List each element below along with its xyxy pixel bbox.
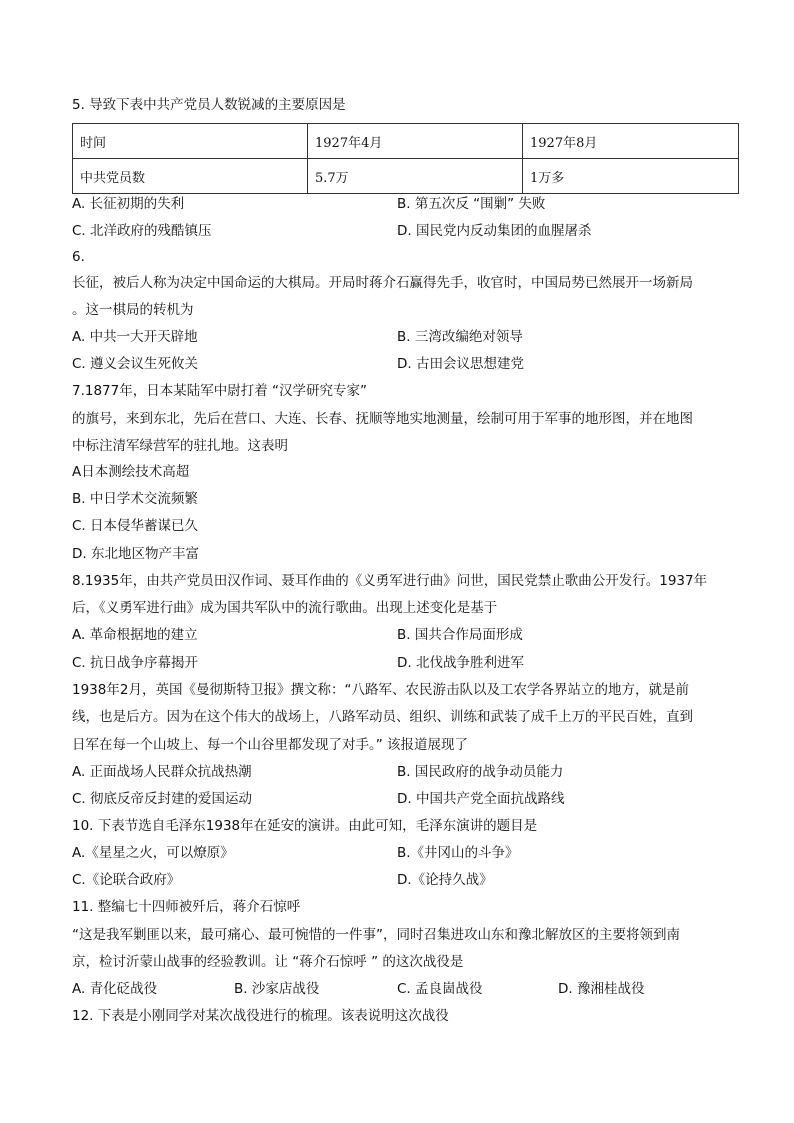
- q9-stem-line1: 1938年2月，英国《曼彻斯特卫报》撰文称：“八路军、农民游击队以及工农学各界站立的地方，就是前: [72, 682, 689, 698]
- table-cell: 时间: [73, 124, 308, 159]
- q7-option-c: C. 日本侵华蓄谋已久: [72, 518, 199, 534]
- q6-stem-line2: 。这一棋局的转机为: [72, 302, 194, 318]
- q11-option-a: A. 青化砭战役: [72, 981, 158, 997]
- table-cell: 1927年4月: [308, 124, 523, 159]
- table-cell: 1万多: [523, 159, 739, 194]
- q9-option-d: D. 中国共产党全面抗战路线: [397, 791, 565, 807]
- q8-option-c: C. 抗日战争序幕揭开: [72, 655, 199, 671]
- q8-stem-line2: 后，《义勇军进行曲》成为国共军队中的流行歌曲。出现上述变化是基于: [72, 600, 498, 616]
- q10-stem: 10. 下表节选自毛泽东1938年在延安的演讲。由此可知，毛泽东演讲的题目是: [72, 818, 538, 834]
- q7-option-b: B. 中日学术交流频繁: [72, 491, 198, 507]
- q9-option-a: A. 正面战场人民群众抗战热潮: [72, 764, 252, 780]
- q10-option-d: D.《论持久战》: [397, 872, 493, 888]
- q5-option-b: B. 第五次反 “围剿” 失败: [397, 196, 546, 212]
- q7-stem-line1: 7.1877年，日本某陆军中尉打着 “汉学研究专家”: [72, 383, 368, 399]
- q6-option-c: C. 遵义会议生死攸关: [72, 356, 199, 372]
- q8-stem-line1: 8.1935年，由共产党员田汉作词、聂耳作曲的《义勇军进行曲》问世，国民党禁止歌曲公开发行。1937年: [72, 573, 708, 589]
- q9-stem-line3: 日军在每一个山坡上、每一个山谷里都发现了对手。” 该报道展现了: [72, 737, 469, 753]
- q6-option-a: A. 中共一大开天辟地: [72, 329, 198, 345]
- q9-stem-line2: 线，也是后方。因为在这个伟大的战场上，八路军动员、组织、训练和武装了成千上万的平民百姓，直到: [72, 709, 693, 725]
- q9-option-b: B. 国民政府的战争动员能力: [397, 764, 564, 780]
- table-row: [73, 124, 739, 159]
- q11-stem-line1: 11. 整编七十四师被歼后，蒋介石惊呼: [72, 899, 301, 915]
- q5-stem: 5. 导致下表中共产党员人数锐减的主要原因是: [72, 97, 346, 113]
- table-cell: 5.7万: [308, 159, 523, 194]
- q7-option-d: D. 东北地区物产丰富: [72, 546, 199, 562]
- q6-option-b: B. 三湾改编绝对领导: [397, 329, 523, 345]
- q5-option-d: D. 国民党内反动集团的血腥屠杀: [397, 223, 592, 239]
- table-cell: 1927年8月: [523, 124, 739, 159]
- q8-option-d: D. 北伐战争胜利进军: [397, 655, 524, 671]
- q5-table: [72, 123, 739, 194]
- q9-option-c: C. 彻底反帝反封建的爱国运动: [72, 791, 253, 807]
- q11-option-b: B. 沙家店战役: [234, 981, 320, 997]
- q10-option-a: A.《星星之火，可以燎原》: [72, 845, 234, 861]
- q12-stem: 12. 下表是小刚同学对某次战役进行的梳理。该表说明这次战役: [72, 1008, 449, 1024]
- q6-stem-line1: 长征，被后人称为决定中国命运的大棋局。开局时蒋介石赢得先手，收官时，中国局势已然展开一场新局: [72, 275, 693, 291]
- q7-option-a: A日本测绘技术高超: [72, 464, 190, 480]
- q6-option-d: D. 古田会议思想建党: [397, 356, 524, 372]
- table-cell: 中共党员数: [73, 159, 308, 194]
- q5-option-a: A. 长征初期的失利: [72, 196, 185, 212]
- q11-stem-line2: “这是我军剿匪以来，最可痛心、最可惋惜的一件事”，同时召集进攻山东和豫北解放区的主要将领到南: [72, 927, 680, 943]
- q11-option-d: D. 豫湘桂战役: [558, 981, 645, 997]
- q10-option-c: C.《论联合政府》: [72, 872, 181, 888]
- q6-number: 6.: [72, 249, 85, 265]
- q11-stem-line3: 京，检讨沂蒙山战事的经验教训。让 “蒋介石惊呼 ” 的这次战役是: [72, 954, 464, 970]
- q11-option-c: C. 孟良崮战役: [397, 981, 483, 997]
- q5-option-c: C. 北洋政府的残酷镇压: [72, 223, 212, 239]
- q10-option-b: B.《井冈山的斗争》: [397, 845, 519, 861]
- table-row: [73, 159, 739, 194]
- q8-option-b: B. 国共合作局面形成: [397, 627, 523, 643]
- q7-stem-line3: 中标注清军绿营军的驻扎地。这表明: [72, 438, 288, 454]
- q7-stem-line2: 的旗号，来到东北，先后在营口、大连、长春、抚顺等地实地测量，绘制可用于军事的地形图，并在地图: [72, 411, 693, 427]
- q8-option-a: A. 革命根据地的建立: [72, 627, 198, 643]
